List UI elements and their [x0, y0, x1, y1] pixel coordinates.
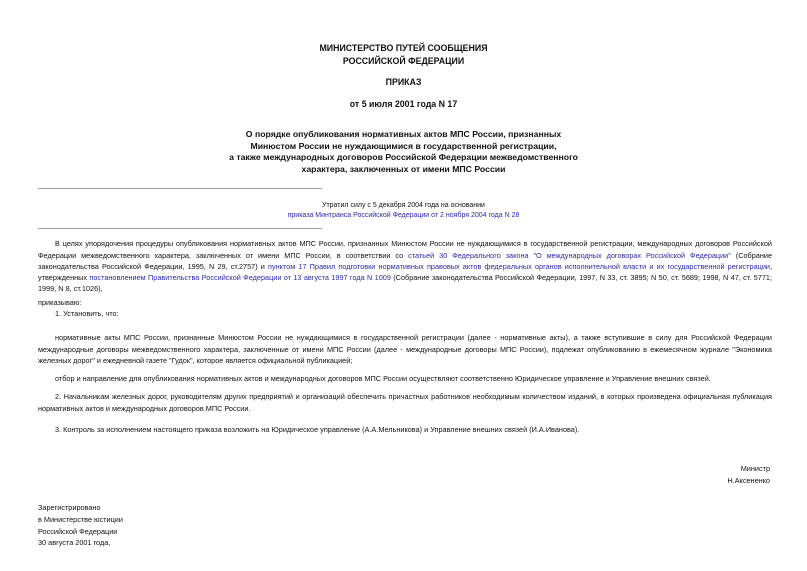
preamble-text: (Собрание законодательства Российской Федерации, 1995, N 29, ст.2757) и [38, 250, 773, 271]
preamble-text: , утвержденных [38, 261, 773, 282]
document-title [0, 129, 807, 176]
repeal-order-link[interactable]: приказа Минтранса Российской Федерации от 2 ноября 2004 года N 28 [287, 212, 520, 219]
document-title-line: характера, заключенных от имени МПС России [301, 164, 506, 175]
signatory-position: Министр [740, 464, 770, 474]
preamble-paragraph [38, 238, 772, 294]
registration-date: 30 августа 2001 года, [38, 538, 111, 548]
registration-line: Зарегистрировано [38, 503, 101, 513]
status-note-text: Утратил силу с 5 декабря 2004 года на основании [322, 201, 485, 209]
item-2-paragraph: 2. Начальникам железных дорог, руководителям других предприятий и организаций обеспечить причастных работников необходимым количеством изданий, в которых произведена официальная публикация нормативных актов и международных договоров МПС России. [38, 392, 772, 413]
document-title-line: Минюстом России не нуждающимися в государственной регистрации, [250, 140, 557, 151]
item-1-paragraph-publication: нормативные акты МПС России, признанные Минюстом России не нуждающимися в государственной регистрации (далее - нормативные акты), а также вступившие в силу для Российской Федерации международные договоры межведомственного характера, заключенные от имени МПС России (далее - международные договоры МПС России), подлежат опубликованию в ежемесячном журнале "Экономика железных дорог" и ежедневной газете "Гудок", которое является официальной публикацией; [38, 333, 772, 365]
document-title-line: О порядке опубликования нормативных актов МПС России, признанных [245, 129, 562, 139]
document-title-line: а также международных договоров Российской Федерации межведомственного [229, 152, 578, 163]
federal-law-article-link[interactable]: статьей 30 Федерального закона "О международных договорах Российской Федерации" [408, 250, 731, 260]
item-1-paragraph-selection: отбор и направление для опубликования нормативных актов и международных договоров МПС России осуществляют соответственно Юридическое управление и Управление внешних связей. [55, 374, 711, 384]
item-1-heading: 1. Установить, что: [55, 309, 119, 319]
item-3-paragraph: 3. Контроль за исполнением настоящего приказа возложить на Юридическое управление (А.А.Мельникова) и Управление внешних связей (И.А.Иванова). [55, 425, 580, 435]
preamble-text: (Собрание законодательства Российской Федерации, 1997, N 33, ст. 3895; N 50, ст. 5689; 1998, N 47, ст. 5771; 1999, N 8, ст.1026), [38, 273, 772, 294]
separator-rule-bottom [38, 228, 322, 229]
separator-rule-top [38, 188, 322, 189]
signatory-name: Н.Аксененко [727, 475, 770, 485]
registration-block [38, 502, 123, 549]
preamble-text: В целях упорядочения процедуры опубликования нормативных актов МПС России, признанных Минюстом России не нуждающимися в государственной регистрации, международных договоров Российской Федерации межведомственного характера, заключенных от имени МПС России, в соответствии со [38, 239, 772, 260]
order-word: приказываю: [38, 298, 82, 308]
status-note [0, 201, 807, 222]
document-type: ПРИКАЗ [385, 77, 422, 87]
ministry-name-line-1: МИНИСТЕРСТВО ПУТЕЙ СООБЩЕНИЯ [319, 43, 488, 53]
rules-clause-link[interactable]: пунктом 17 Правил подготовки нормативных правовых актов федеральных органов исполнительной власти и их государственной регистрации [268, 261, 770, 271]
government-decree-link[interactable]: постановлением Правительства Российской Федерации от 13 августа 1997 года N 1009 [89, 273, 391, 282]
signature-block [727, 463, 770, 486]
document-date-number: от 5 июля 2001 года N 17 [349, 99, 458, 109]
registration-line: Российской Федерации [38, 526, 118, 536]
ministry-name-line-2: РОССИЙСКОЙ ФЕДЕРАЦИИ [342, 56, 465, 66]
registration-line: в Министерстве юстиции [38, 514, 123, 524]
